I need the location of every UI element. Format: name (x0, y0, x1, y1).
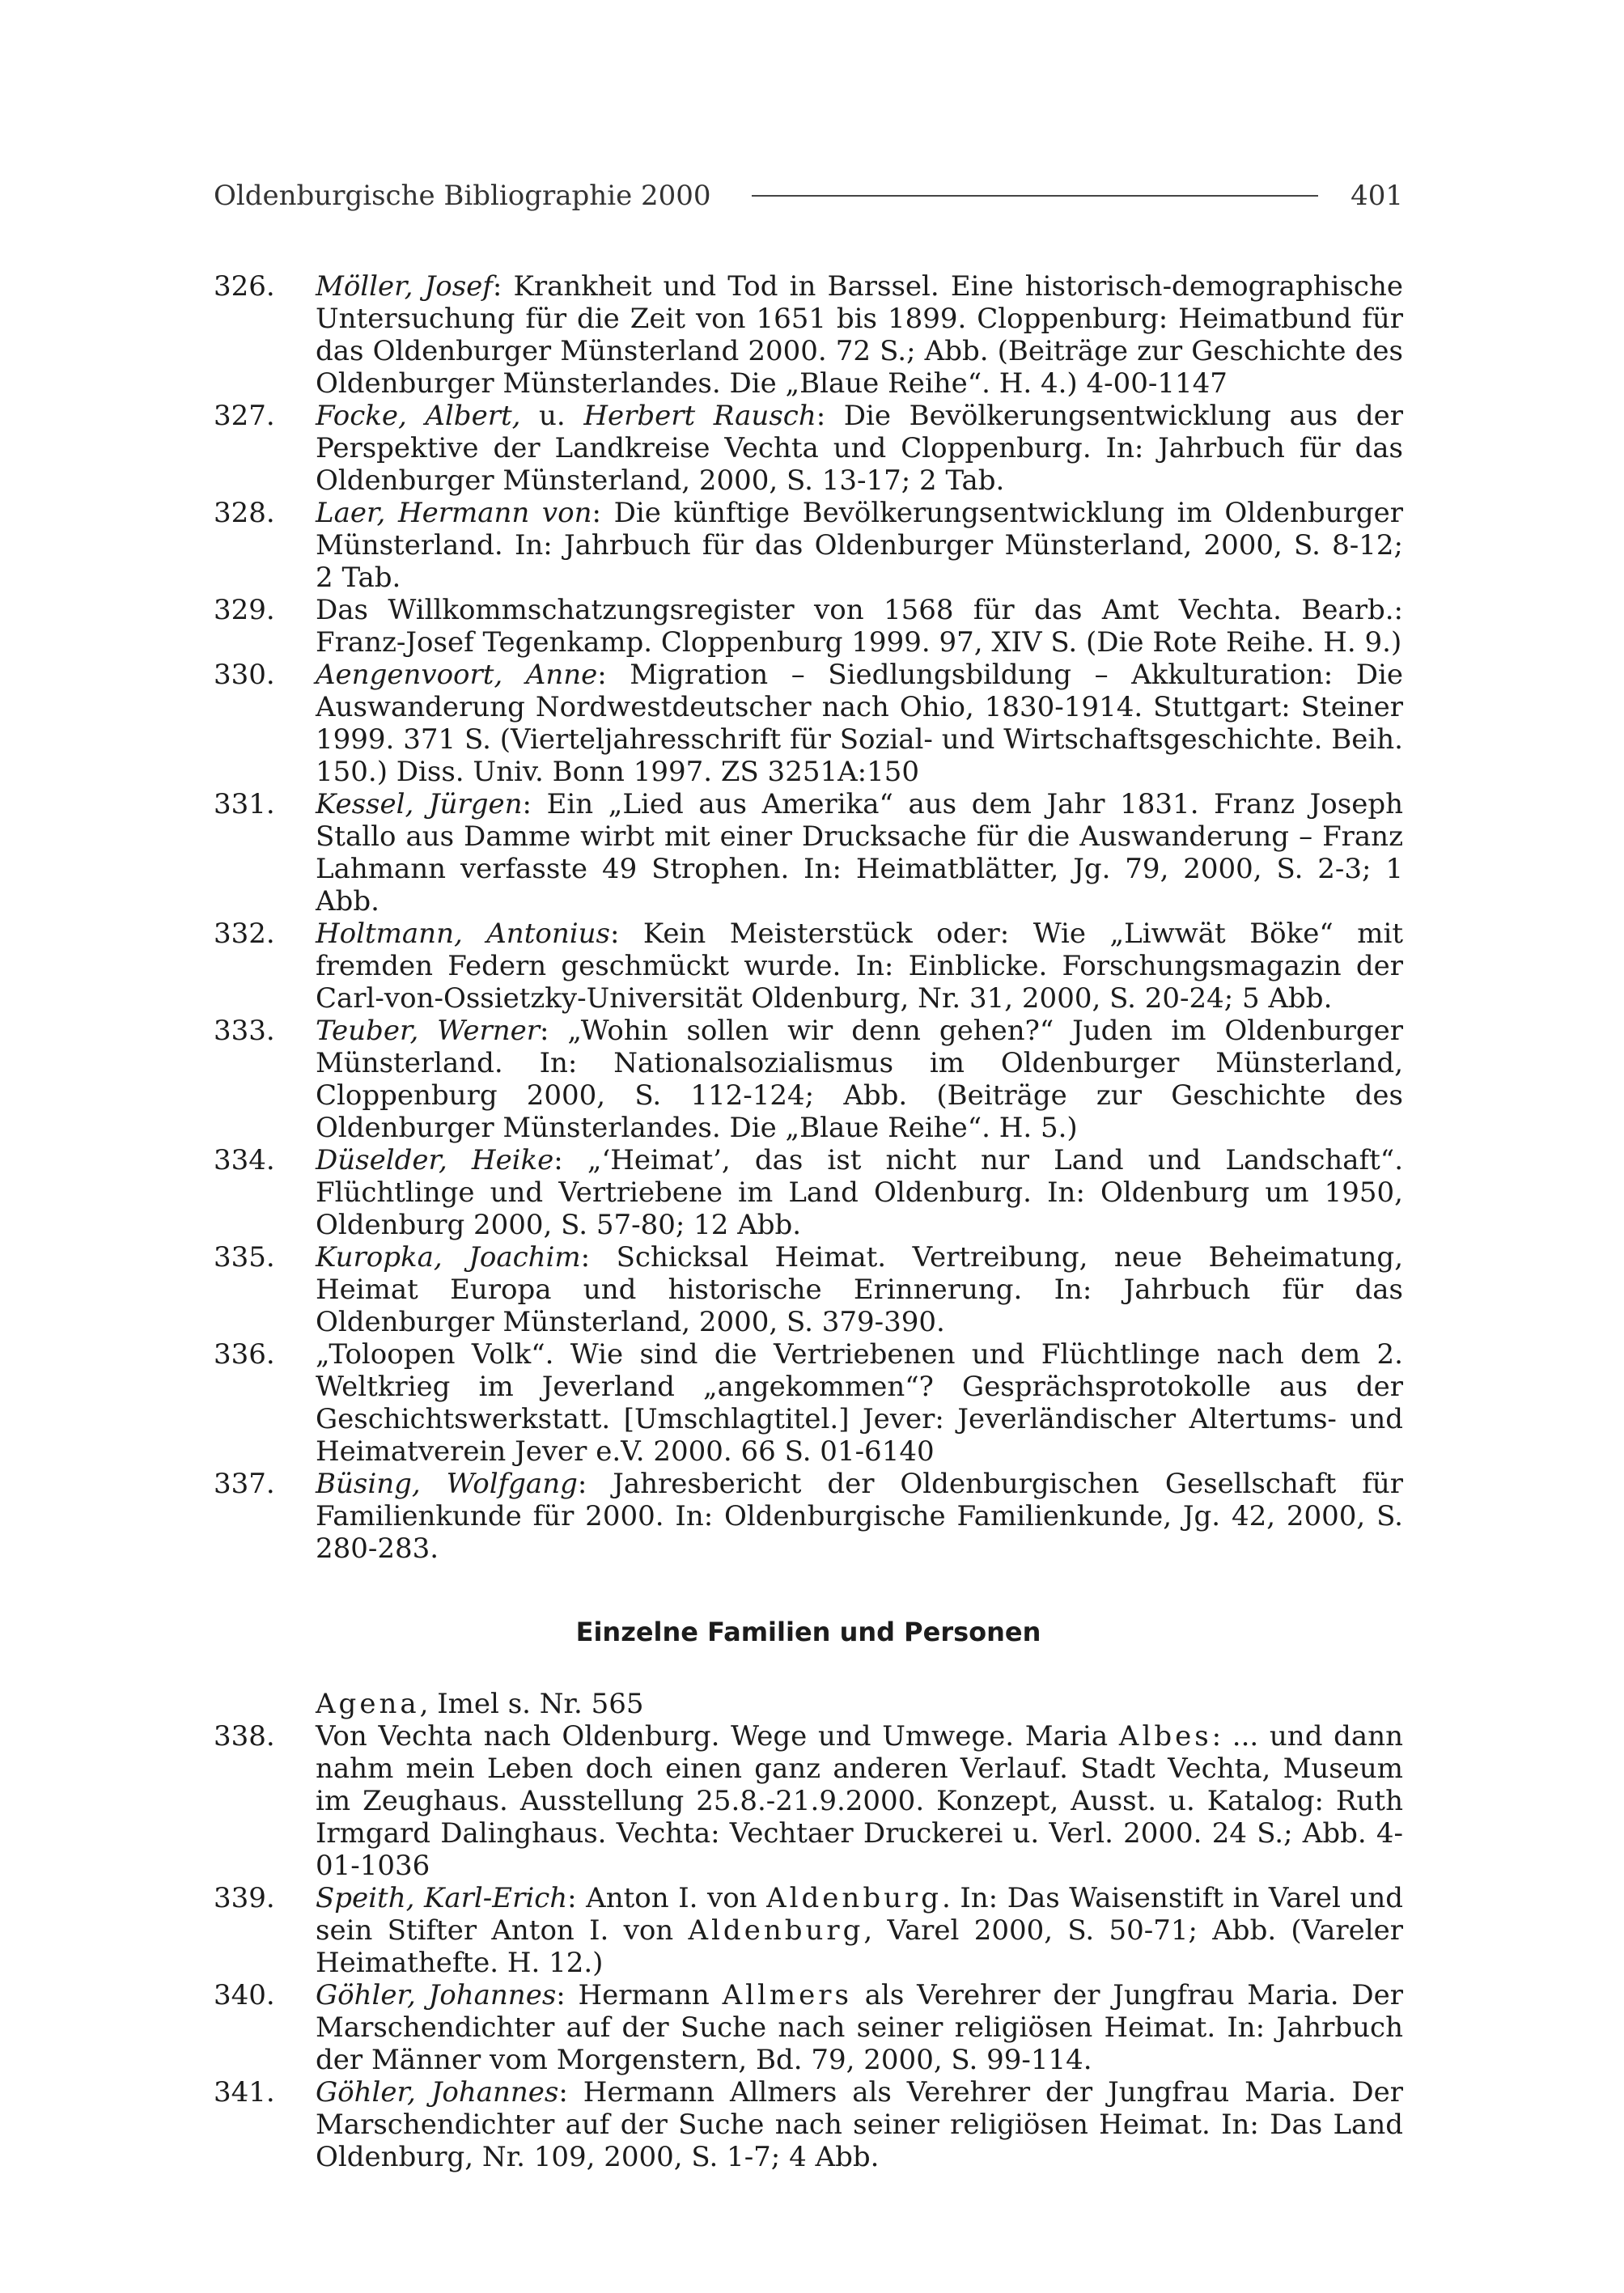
header-rule (752, 195, 1319, 197)
bibliography-entry (214, 1720, 1403, 1882)
entry-text-part: : Hermann Allmers als Verehrer der Jungfrau Maria. Der Marschendichter auf der Suche nach seiner religiösen Heimat. In: Das Land Oldenburg, Nr. 109, 2000, S. 1-7; 4 Abb. (316, 2076, 1403, 2173)
entry-text (316, 788, 1403, 918)
bibliography-entry (214, 2076, 1403, 2173)
bibliography-entry (214, 594, 1403, 659)
entry-text-part: : Kein Meisterstück oder: Wie „Liwwät Böke“ mit fremden Federn geschmückt wurde. In: Einblicke. Forschungsmagazin der Carl-von-Ossietzky-Universität Oldenburg, Nr. 31, 2000, S. 20-24; 5 Abb. (316, 918, 1404, 1015)
entry-number: 336. (214, 1338, 275, 1371)
entry-number: 332. (214, 918, 275, 950)
bibliography-entry (214, 400, 1403, 497)
entry-list-2 (214, 1720, 1403, 2173)
bibliography-entry (214, 788, 1403, 918)
entry-author: Aengenvoort, Anne (316, 659, 598, 691)
entry-text-part: : Jahresbericht der Oldenburgischen Gesellschaft für Familienkunde für 2000. In: Oldenburgische Familienkunde, Jg. 42, 2000, S. 280-283. (316, 1468, 1403, 1565)
entry-text-part: : Schicksal Heimat. Vertreibung, neue Beheimatung, Heimat Europa und historische Erinnerung. In: Jahrbuch für das Oldenburger Münsterland, 2000, S. 379-390. (316, 1241, 1404, 1338)
entry-author: Speith, Karl-Erich (316, 1882, 568, 1914)
entry-text-part: : Migration – Siedlungsbildung – Akkulturation: Die Auswanderung Nordwestdeutscher nach Ohio, 1830-1914. Stuttgart: Steiner 1999. 371 S. (Vierteljahresschrift für Sozial- und Wirtschaftsgeschichte. Beih. 150.) Diss. Univ. Bonn 1997. ZS 3251A:150 (316, 659, 1403, 788)
bibliography-entry (214, 1882, 1403, 1979)
entry-text (316, 1882, 1403, 1979)
bibliography-entry (214, 1144, 1403, 1241)
entry-author: Kuropka, Joachim (316, 1241, 581, 1274)
entry-author: Göhler, Johannes (316, 2076, 559, 2109)
entry-number: 334. (214, 1144, 275, 1176)
entry-number: 337. (214, 1468, 275, 1500)
entry-text (316, 1015, 1403, 1144)
entry-text (316, 1144, 1403, 1241)
entry-author: Möller, Josef (316, 270, 493, 303)
cross-reference (214, 1688, 1403, 1720)
entry-spaced-name: Albes (1118, 1720, 1212, 1753)
entry-spaced-name: Aldenburg (766, 1882, 942, 1914)
crossref-name: Agena (316, 1688, 420, 1720)
entry-text-part: : „Wohin sollen wir denn gehen?“ Juden im Oldenburger Münsterland. In: Nationalsozialismus im Oldenburger Münsterland, Cloppenburg 2000, S. 112-124; Abb. (Beiträge zur Geschichte des Oldenburger Münsterlandes. Die „Blaue Reihe“. H. 5.) (316, 1015, 1403, 1144)
entry-author: Herbert Rausch (583, 400, 816, 432)
entry-text-part: Von Vechta nach Oldenburg. Wege und Umwege. Maria (316, 1720, 1119, 1753)
entry-text-part: : Hermann (556, 1979, 723, 2011)
entry-author: Büsing, Wolfgang (316, 1468, 578, 1500)
entry-text (316, 1338, 1403, 1468)
entry-number: 331. (214, 788, 275, 820)
header-title: Oldenburgische Bibliographie 2000 (214, 180, 711, 212)
bibliography-entry (214, 270, 1403, 400)
entry-text-part: : Anton I. von (567, 1882, 767, 1914)
entry-text-part: „Toloopen Volk“. Wie sind die Vertriebenen und Flüchtlinge nach dem 2. Weltkrieg im Jeverland „angekommen“? Gesprächsprotokolle aus der Geschichtswerkstatt. [Umschlagtitel.] Jever: Jeverländischer Altertums- und Heimatverein Jever e.V. 2000. 66 S. 01-6140 (316, 1338, 1403, 1468)
entry-number: 338. (214, 1720, 275, 1753)
entry-text (316, 1241, 1403, 1338)
entry-text (316, 594, 1403, 659)
entry-spaced-name: Allmers (722, 1979, 852, 2011)
entry-text-part: : „‘Heimat’, das ist nicht nur Land und Landschaft“. Flüchtlinge und Vertriebene im Land Oldenburg. In: Oldenburg um 1950, Oldenburg 2000, S. 57-80; 12 Abb. (316, 1144, 1403, 1241)
bibliography-entry (214, 1338, 1403, 1468)
entry-number: 327. (214, 400, 275, 432)
entry-text (316, 1468, 1403, 1565)
entry-number: 335. (214, 1241, 275, 1274)
entry-text-part: Das Willkommschatzungsregister von 1568 für das Amt Vechta. Bearb.: Franz-Josef Tegenkamp. Cloppenburg 1999. 97, XIV S. (Die Rote Reihe. H. 9.) (316, 594, 1403, 659)
entry-number: 339. (214, 1882, 275, 1914)
entry-text-part: : Krankheit und Tod in Barssel. Eine historisch-demographische Untersuchung für die Zeit von 1651 bis 1899. Cloppenburg: Heimatbund für das Oldenburger Münsterland 2000. 72 S.; Abb. (Beiträge zur Geschichte des Oldenburger Münsterlandes. Die „Blaue Reihe“. H. 4.) 4-00-1147 (316, 270, 1403, 400)
entry-author: Göhler, Johannes (316, 1979, 557, 2011)
bibliography-entry (214, 497, 1403, 594)
entry-author: Holtmann, Antonius (316, 918, 610, 950)
entry-author: Kessel, Jürgen (316, 788, 523, 820)
entry-number: 333. (214, 1015, 275, 1047)
running-header (214, 175, 1403, 217)
entry-text-part: . In: Das Waisenstift in Varel und sein Stifter Anton I. von (316, 1882, 1403, 1947)
entry-text-part: u. (520, 400, 584, 432)
entry-number: 326. (214, 270, 275, 303)
bibliography-entry (214, 1979, 1403, 2076)
entry-text-part: : Die künftige Bevölkerungsentwicklung im Oldenburger Münsterland. In: Jahrbuch für das Oldenburger Münsterland, 2000, S. 8-12; 2 Tab. (316, 497, 1403, 594)
bibliography-entry (214, 1468, 1403, 1565)
entry-text (316, 270, 1403, 400)
entry-text (316, 1720, 1403, 1882)
bibliography-body (214, 270, 1403, 2173)
entry-text-part: , Varel 2000, S. 50-71; Abb. (Vareler Heimathefte. H. 12.) (316, 1914, 1404, 1979)
entry-text-part: als Verehrer der Jungfrau Maria. Der Marschendichter auf der Suche nach seiner religiösen Heimat. In: Jahrbuch der Männer vom Morgenstern, Bd. 79, 2000, S. 99-114. (316, 1979, 1403, 2076)
entry-text (316, 1979, 1403, 2076)
entry-number: 340. (214, 1979, 275, 2011)
entry-number: 329. (214, 594, 275, 626)
entry-list-1 (214, 270, 1403, 1565)
entry-author: Düselder, Heike (316, 1144, 554, 1176)
page-number: 401 (1351, 180, 1403, 212)
entry-text-part: : ... und dann nahm mein Leben doch einen ganz anderen Verlauf. Stadt Vechta, Museum im Zeughaus. Ausstellung 25.8.-21.9.2000. Konzept, Ausst. u. Katalog: Ruth Irmgard Dalinghaus. Vechta: Vechtaer Druckerei u. Verl. 2000. 24 S.; Abb. 4-01-1036 (316, 1720, 1403, 1882)
entry-text (316, 2076, 1403, 2173)
section-heading: Einzelne Familien und Personen (575, 1617, 1041, 1647)
entry-author: Focke, Albert, (316, 400, 521, 432)
entry-author: Laer, Hermann von (316, 497, 592, 529)
entry-number: 330. (214, 659, 275, 691)
entry-text (316, 497, 1403, 594)
entry-number: 328. (214, 497, 275, 529)
entry-text (316, 400, 1403, 497)
entry-text-part: : Ein „Lied aus Amerika“ aus dem Jahr 1831. Franz Joseph Stallo aus Damme wirbt mit einer Drucksache für die Auswanderung – Franz Lahmann verfasste 49 Strophen. In: Heimatblätter, Jg. 79, 2000, S. 2-3; 1 Abb. (316, 788, 1403, 918)
entry-text (316, 918, 1403, 1015)
entry-text (316, 659, 1403, 788)
entry-text-part: : Die Bevölkerungsentwicklung aus der Perspektive der Landkreise Vechta und Cloppenburg. In: Jahrbuch für das Oldenburger Münsterland, 2000, S. 13-17; 2 Tab. (316, 400, 1403, 497)
entry-author: Teuber, Werner (316, 1015, 541, 1047)
bibliography-entry (214, 1015, 1403, 1144)
entry-spaced-name: Aldenburg (688, 1914, 864, 1947)
crossref-text: , Imel s. Nr. 565 (419, 1688, 644, 1720)
bibliography-entry (214, 918, 1403, 1015)
bibliography-entry (214, 659, 1403, 788)
bibliography-entry (214, 1241, 1403, 1338)
entry-number: 341. (214, 2076, 275, 2109)
